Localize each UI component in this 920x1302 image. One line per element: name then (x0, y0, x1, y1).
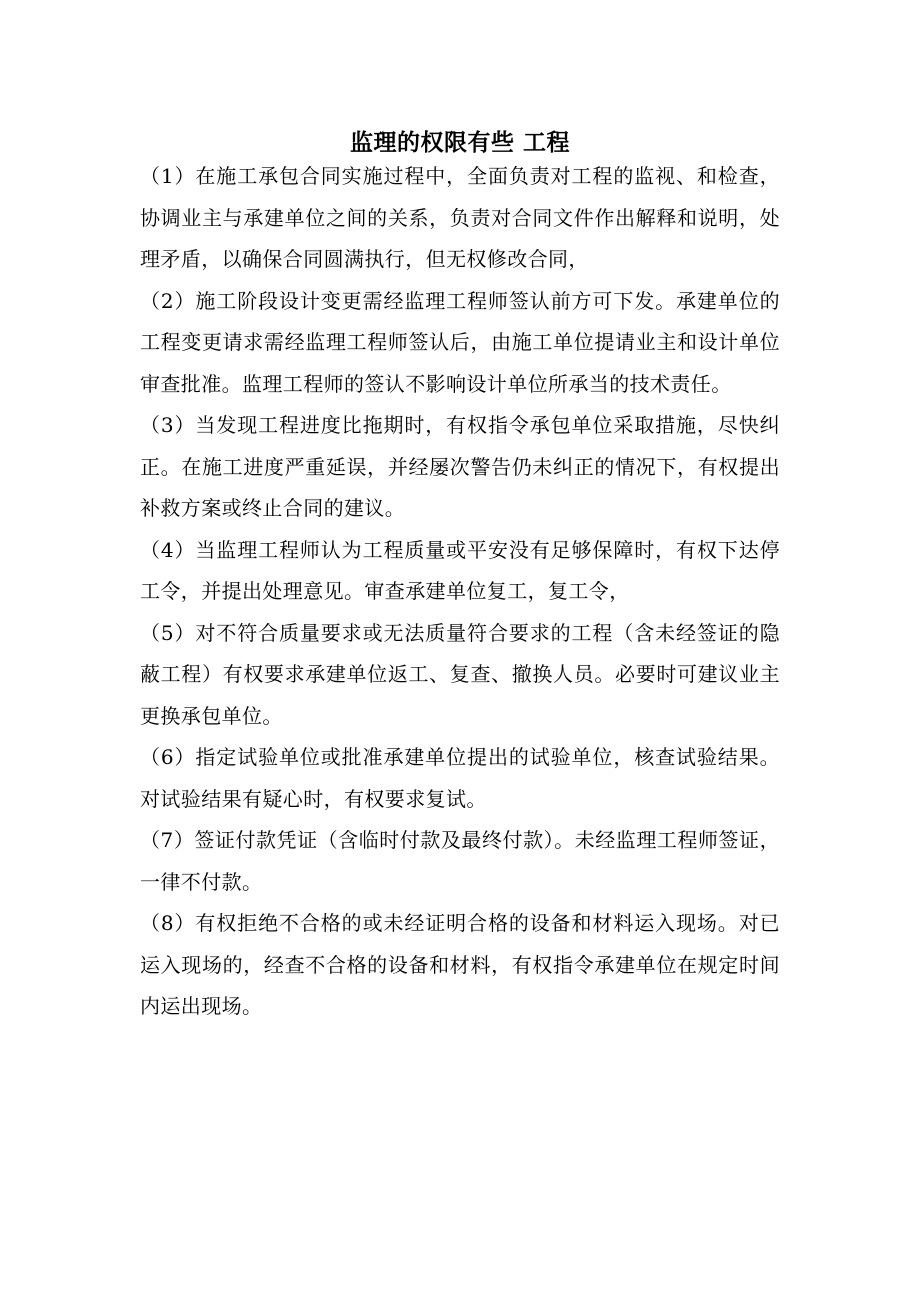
document-body (140, 156, 780, 1028)
paragraph-6: （6）指定试验单位或批准承建单位提出的试验单位，核查试验结果。对试验结果有疑心时，有权要求复试。 (140, 745, 780, 811)
paragraph-3: （3）当发现工程进度比拖期时，有权指令承包单位采取措施，尽快纠正。在施工进度严重延误，并经屡次警告仍未纠正的情况下，有权提出补救方案或终止合同的建议。 (140, 413, 780, 520)
document-title: 监理的权限有些 工程 (349, 130, 570, 157)
paragraph-5: （5）对不符合质量要求或无法质量符合要求的工程（含未经签证的隐蔽工程）有权要求承建单位返工、复查、撤换人员。必要时可建议业主更换承包单位。 (140, 620, 780, 728)
paragraph-7: （7）签证付款凭证（含临时付款及最终付款）。未经监理工程师签证，一律不付款。 (140, 828, 780, 894)
paragraph-4: （4）当监理工程师认为工程质量或平安没有足够保障时，有权下达停工令，并提出处理意见。审查承建单位复工，复工令， (140, 537, 780, 603)
paragraph-1: （1）在施工承包合同实施过程中，全面负责对工程的监视、和检查，协调业主与承建单位之间的关系，负责对合同文件作出解释和说明，处理矛盾，以确保合同圆满执行，但无权修改合同， (140, 164, 780, 271)
paragraph-2: （2）施工阶段设计变更需经监理工程师签认前方可下发。承建单位的工程变更请求需经监理工程师签认后，由施工单位提请业主和设计单位审查批准。监理工程师的签认不影响设计单位所承当的技术责任。 (140, 288, 780, 396)
paragraph-8: （8）有权拒绝不合格的或未经证明合格的设备和材料运入现场。对已运入现场的，经查不合格的设备和材料，有权指令承建单位在规定时间内运出现场。 (140, 911, 780, 1018)
